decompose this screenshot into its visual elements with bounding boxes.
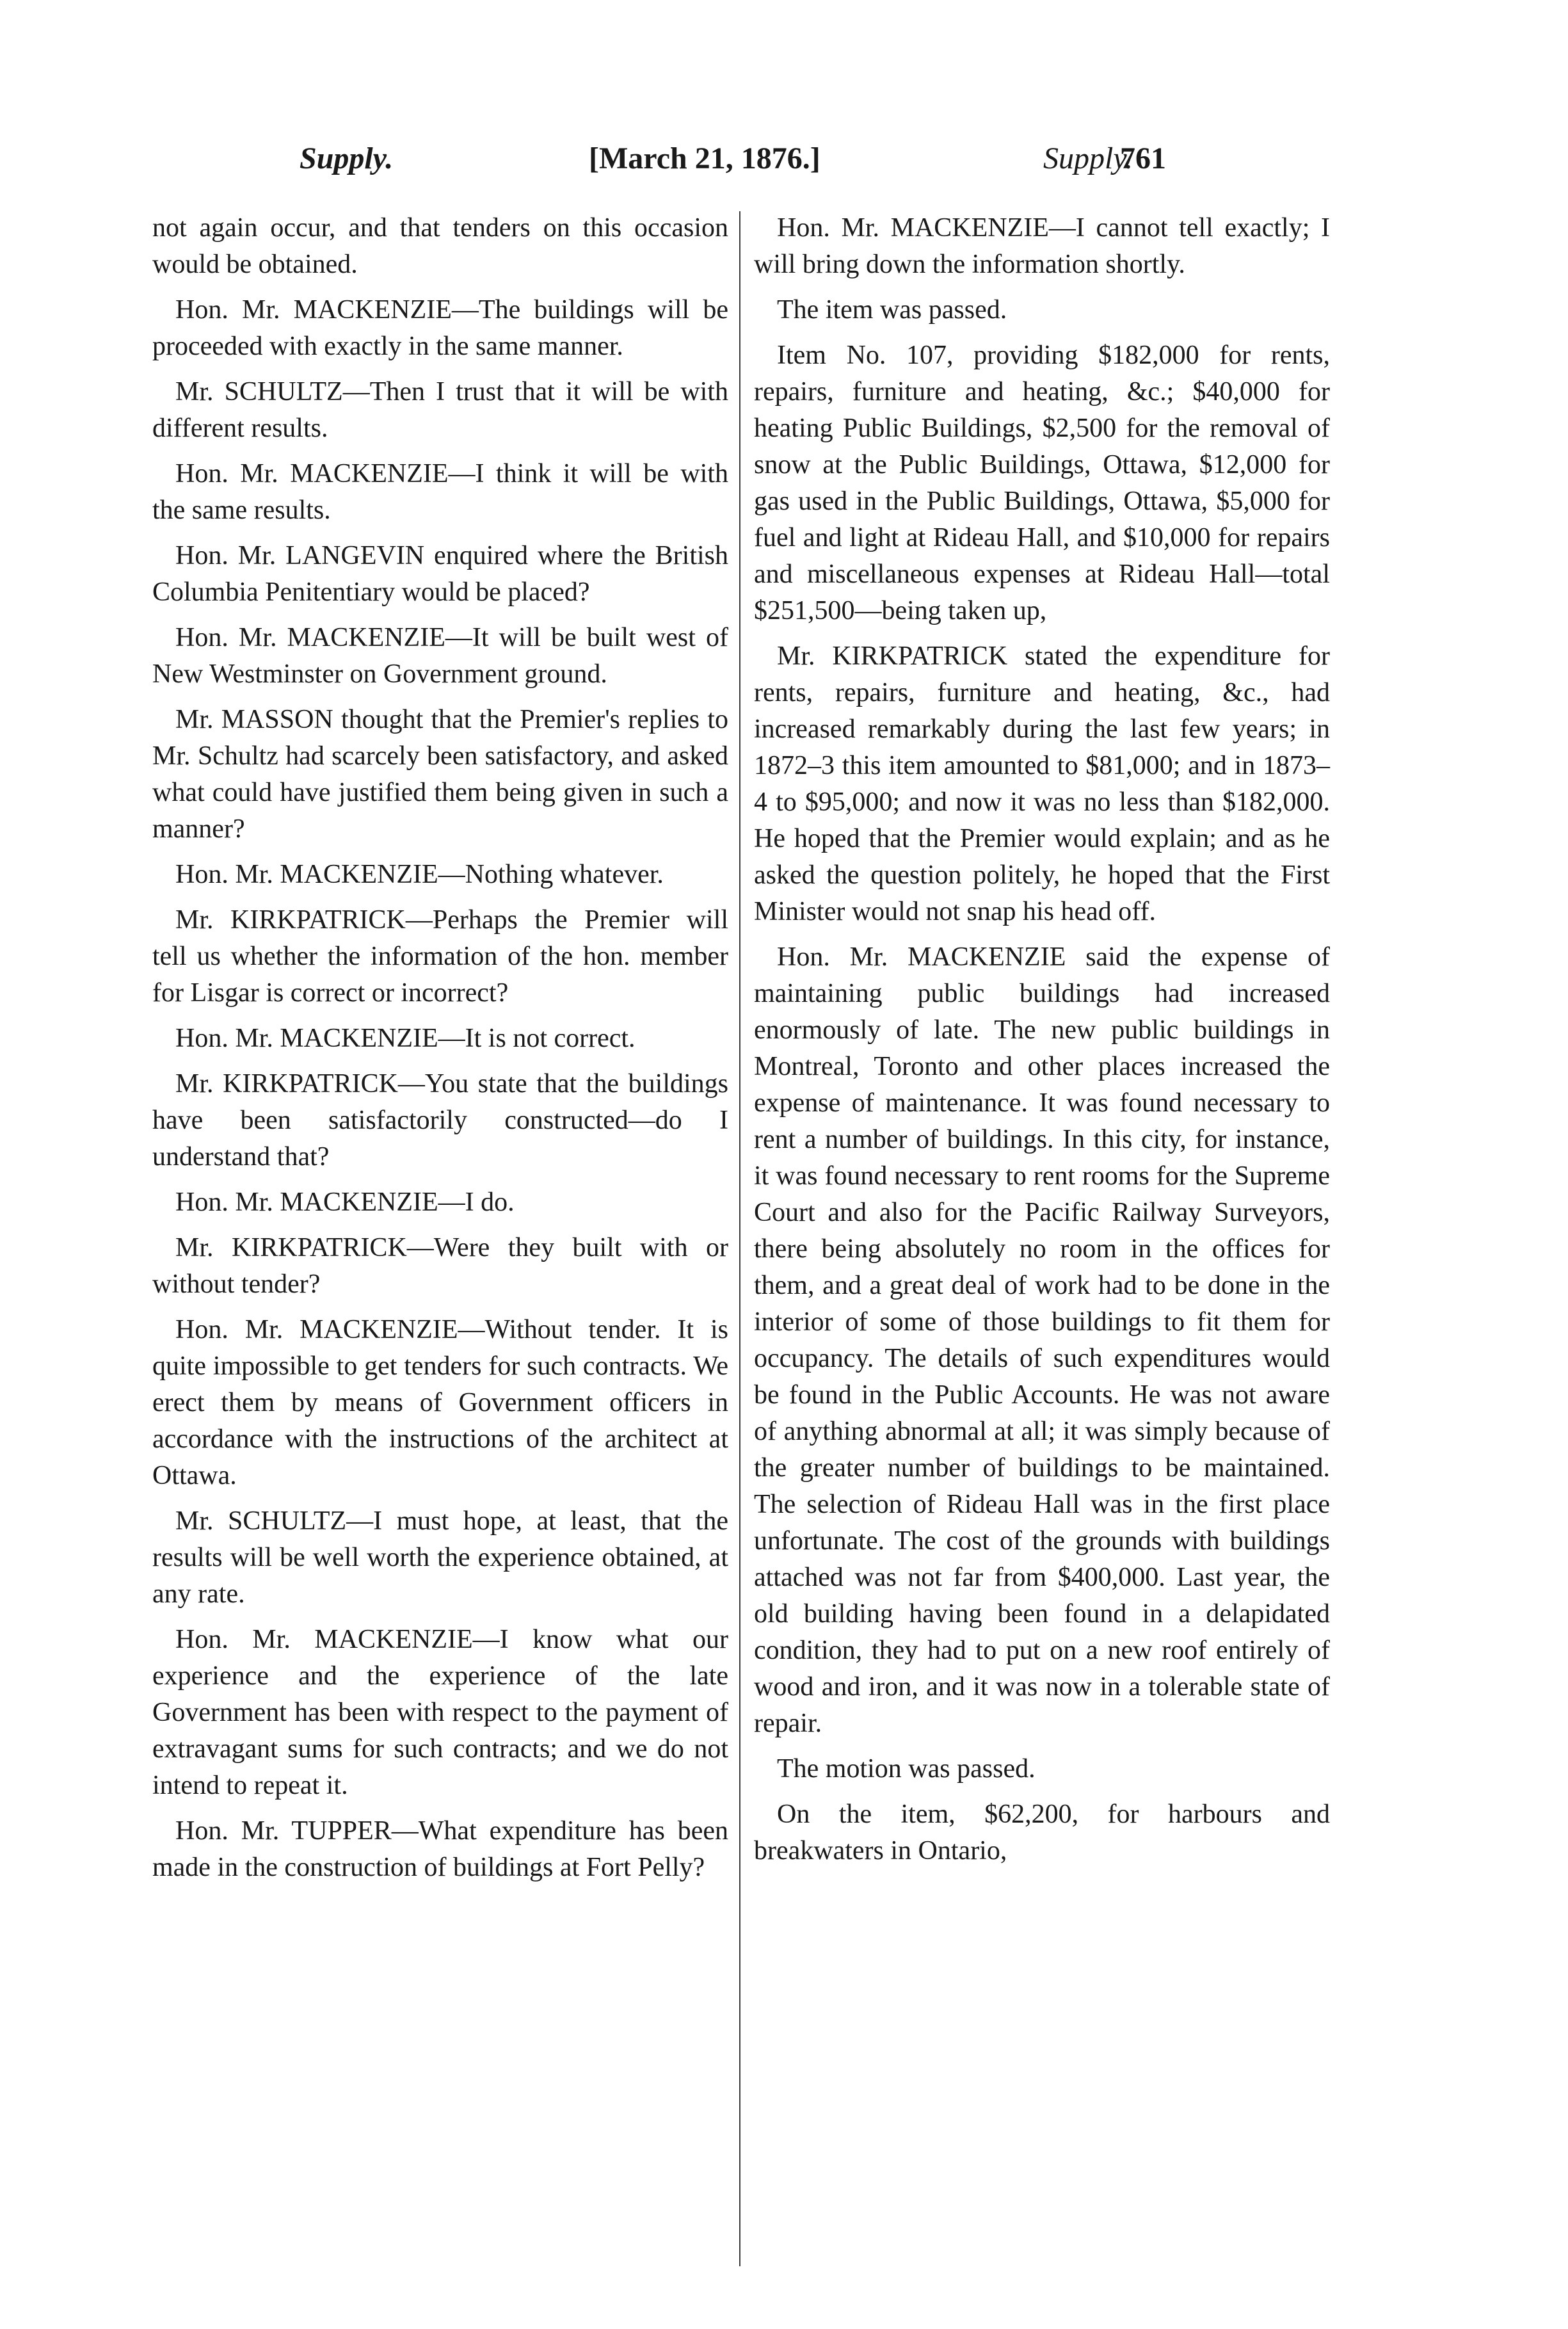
column-divider	[739, 211, 740, 2266]
running-head-right: Supply.	[1043, 141, 1133, 175]
paragraph: Hon. Mr. TUPPER—What expenditure has been made in the construction of buildings at Fort Pelly?	[152, 1816, 728, 1882]
paragraph: Hon. Mr. MACKENZIE—I think it will be with the same results.	[152, 459, 728, 525]
left-column	[152, 210, 728, 1895]
paragraph: not again occur, and that tenders on this occasion would be obtained.	[152, 213, 728, 279]
paragraph: Hon. Mr. MACKENZIE—I do.	[175, 1188, 515, 1217]
paragraph: Hon. Mr. MACKENZIE—I know what our experience and the experience of the late Government has been with respect to the payment of extravagant sums for such contracts; and we do not intend to repeat it.	[152, 1625, 728, 1800]
page-number: 761	[1120, 141, 1166, 175]
paragraph: Mr. SCHULTZ—Then I trust that it will be with different results.	[152, 377, 728, 443]
paragraph: Mr. KIRKPATRICK—Were they built with or without tender?	[152, 1233, 728, 1299]
paragraph: Hon. Mr. MACKENZIE—Nothing whatever.	[175, 860, 664, 889]
paragraph: The motion was passed.	[777, 1754, 1036, 1784]
paragraph: Hon. Mr. MACKENZIE—The buildings will be proceeded with exactly in the same manner.	[152, 295, 728, 361]
paragraph: Mr. SCHULTZ—I must hope, at least, that the results will be well worth the experience obtained, at any rate.	[152, 1506, 728, 1609]
page-header	[0, 140, 1568, 191]
paragraph: Mr. KIRKPATRICK—You state that the buildings have been satisfactorily constructed—do I understand that?	[152, 1069, 728, 1172]
paragraph: The item was passed.	[777, 295, 1007, 325]
paragraph: Mr. MASSON thought that the Premier's replies to Mr. Schultz had scarcely been satisfactory, and asked what could have justified them being given in such a manner?	[152, 705, 728, 844]
paragraph: On the item, $62,200, for harbours and breakwaters in Ontario,	[754, 1800, 1330, 1866]
paragraph: Hon. Mr. MACKENZIE said the expense of maintaining public buildings had increased enormously of late. The new public buildings in Montreal, Toronto and other places increased the expense of maintenance. It was found necessary to rent a number of buildings. In this city, for instance, it was found necessary to rent rooms for the Supreme Court and also for the Pacific Railway Surveyors, there being absolutely no room in the offices for them, and a great deal of work had to be done in the interior of some of those buildings to fit them for occupancy. The details of such expenditures would be found in the Public Accounts. He was not aware of anything abnormal at all; it was simply because of the greater number of buildings to be maintained. The selection of Rideau Hall was in the first place unfortunate. The cost of the grounds with buildings attached was not far from $400,000. Last year, the old building having been found in a delapidated condition, they had to put on a new roof entirely of wood and iron, and it was now in a tolerable state of repair.	[754, 942, 1330, 1738]
paragraph: Hon. Mr. MACKENZIE—Without tender. It is quite impossible to get tenders for such contracts. We erect them by means of Government officers in accordance with the instructions of the architect at Ottawa.	[152, 1315, 728, 1490]
paragraph: Hon. Mr. LANGEVIN enquired where the British Columbia Penitentiary would be placed?	[152, 541, 728, 607]
paragraph: Hon. Mr. MACKENZIE—I cannot tell exactly; I will bring down the information shortly.	[754, 213, 1330, 279]
paragraph: Item No. 107, providing $182,000 for rents, repairs, furniture and heating, &c.; $40,000 for heating Public Buildings, $2,500 for the removal of snow at the Public Buildings, Ottawa, $12,000 for gas used in the Public Buildings, Ottawa, $5,000 for fuel and light at Rideau Hall, and $10,000 for repairs and miscellaneous expenses at Rideau Hall—total $251,500—being taken up,	[754, 341, 1330, 625]
paragraph: Mr. KIRKPATRICK—Perhaps the Premier will tell us whether the information of the hon. member for Lisgar is correct or incorrect?	[152, 905, 728, 1008]
right-column	[754, 210, 1330, 1878]
running-head-date: [March 21, 1876.]	[589, 141, 820, 175]
paragraph: Hon. Mr. MACKENZIE—It is not correct.	[175, 1024, 636, 1053]
paragraph: Mr. KIRKPATRICK stated the expenditure for rents, repairs, furniture and heating, &c., had increased remarkably during the last few years; in 1872–3 this item amounted to $81,000; and in 1873–4 to $95,000; and now it was no less than $182,000. He hoped that the Premier would explain; and as he asked the question politely, he hoped that the First Minister would not snap his head off.	[754, 641, 1330, 926]
running-head-left: Supply.	[300, 141, 394, 175]
paragraph: Hon. Mr. MACKENZIE—It will be built west of New Westminster on Government ground.	[152, 623, 728, 689]
